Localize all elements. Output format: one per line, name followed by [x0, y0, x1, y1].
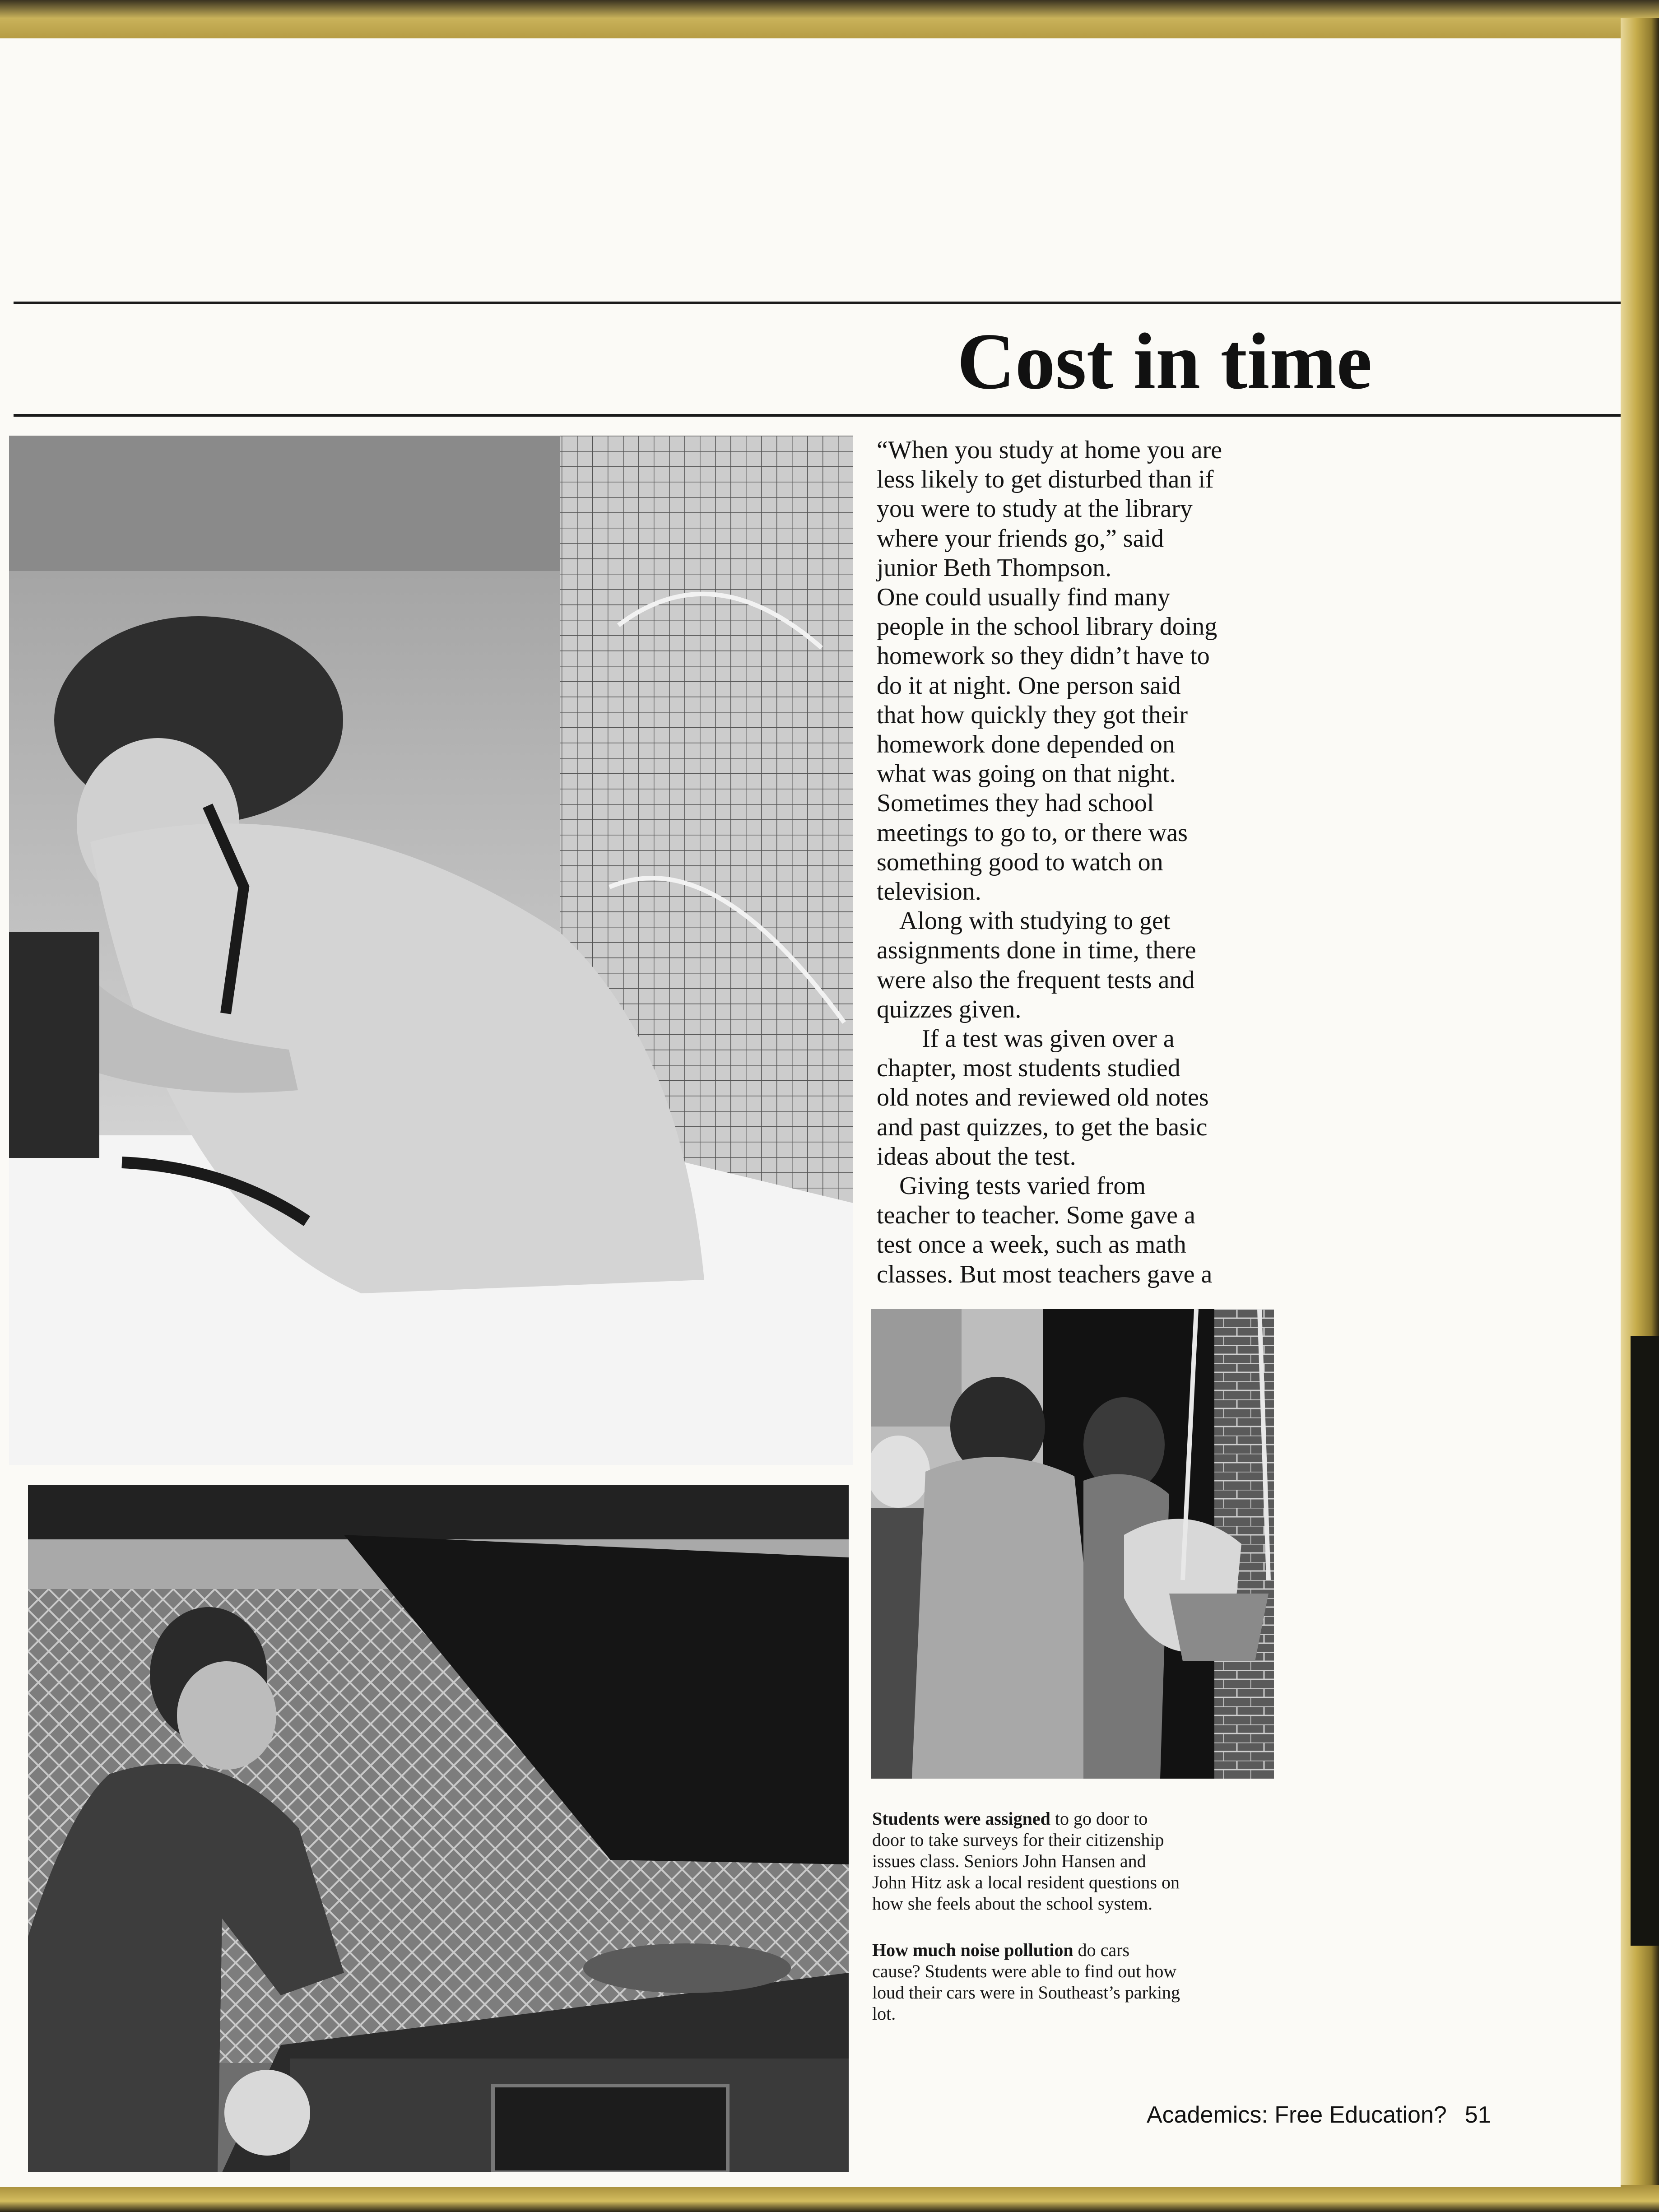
caption-line: lot. — [872, 2003, 896, 2024]
caption-line: loud their cars were in Southeast’s parking — [872, 1982, 1180, 2003]
caption-line — [872, 1808, 1274, 1829]
caption-noise — [872, 1939, 1274, 2024]
body-line: assignments done in time, there — [877, 936, 1196, 965]
body-line: junior Beth Thompson. — [877, 553, 1112, 582]
caption-survey — [872, 1808, 1274, 1914]
body-line: people in the school library doing — [877, 613, 1218, 641]
photo-survey-image — [871, 1309, 1274, 1779]
photo-door-to-door-survey — [871, 1309, 1274, 1779]
body-line: homework so they didn’t have to — [877, 642, 1210, 670]
article-body — [877, 436, 1294, 1289]
body-line: One could usually find many — [877, 583, 1171, 612]
page-title: Cost in time — [957, 316, 1372, 406]
photo-captions — [872, 1808, 1274, 2049]
book-edge-top — [0, 0, 1659, 41]
caption-line: door to take surveys for their citizenship — [872, 1830, 1164, 1850]
caption-line — [872, 1939, 1274, 1961]
body-line: homework done depended on — [877, 730, 1175, 759]
page-footer — [1147, 2099, 1535, 2131]
body-line: ideas about the test. — [877, 1142, 1076, 1171]
caption-text: do cars — [1073, 1940, 1130, 1960]
body-line: were also the frequent tests and — [877, 966, 1195, 994]
caption-line: issues class. Seniors John Hansen and — [872, 1851, 1146, 1871]
photo-teacher-at-board — [9, 436, 853, 1465]
title-rule-bottom — [14, 414, 1621, 417]
page-number: 51 — [1464, 2102, 1491, 2128]
caption-text: to go door to — [1050, 1808, 1148, 1829]
body-line: classes. But most teachers gave a — [877, 1260, 1213, 1288]
body-line: “When you study at home you are — [877, 436, 1222, 464]
body-line: something good to watch on — [877, 848, 1163, 876]
caption-line: how she feels about the school system. — [872, 1893, 1152, 1914]
book-edge-bottom — [0, 2185, 1659, 2212]
photo-car-image — [28, 1485, 849, 2172]
body-line: old notes and reviewed old notes — [877, 1083, 1209, 1112]
body-line: meetings to go to, or there was — [877, 818, 1188, 847]
photo-car-noise-test — [28, 1485, 849, 2172]
body-line: teacher to teacher. Some gave a — [877, 1201, 1195, 1230]
caption-line: cause? Students were able to find out how — [872, 1961, 1177, 1981]
body-line: Giving tests varied from — [899, 1172, 1146, 1200]
title-rule-top — [14, 302, 1621, 304]
body-line: quizzes given. — [877, 995, 1022, 1023]
body-line: you were to study at the library — [877, 495, 1193, 523]
caption-lead: Students were assigned — [872, 1808, 1050, 1829]
body-line: television. — [877, 878, 981, 906]
body-line: do it at night. One person said — [877, 671, 1181, 700]
book-spine-shadow — [1631, 1336, 1659, 1946]
body-line: Along with studying to get — [899, 907, 1171, 935]
body-line: and past quizzes, to get the basic — [877, 1113, 1208, 1141]
body-line: where your friends go,” said — [877, 524, 1164, 553]
body-line: Sometimes they had school — [877, 789, 1154, 818]
body-line: that how quickly they got their — [877, 701, 1188, 729]
footer-section: Academics: Free Education? — [1147, 2102, 1447, 2128]
body-line: If a test was given over a — [922, 1025, 1175, 1053]
body-line: test once a week, such as math — [877, 1231, 1186, 1259]
body-line: what was going on that night. — [877, 760, 1176, 788]
caption-line: John Hitz ask a local resident questions on — [872, 1872, 1180, 1892]
body-line: chapter, most students studied — [877, 1054, 1180, 1083]
photo-teacher-image — [9, 436, 853, 1465]
body-line: less likely to get disturbed than if — [877, 465, 1214, 494]
caption-lead: How much noise pollution — [872, 1940, 1073, 1960]
